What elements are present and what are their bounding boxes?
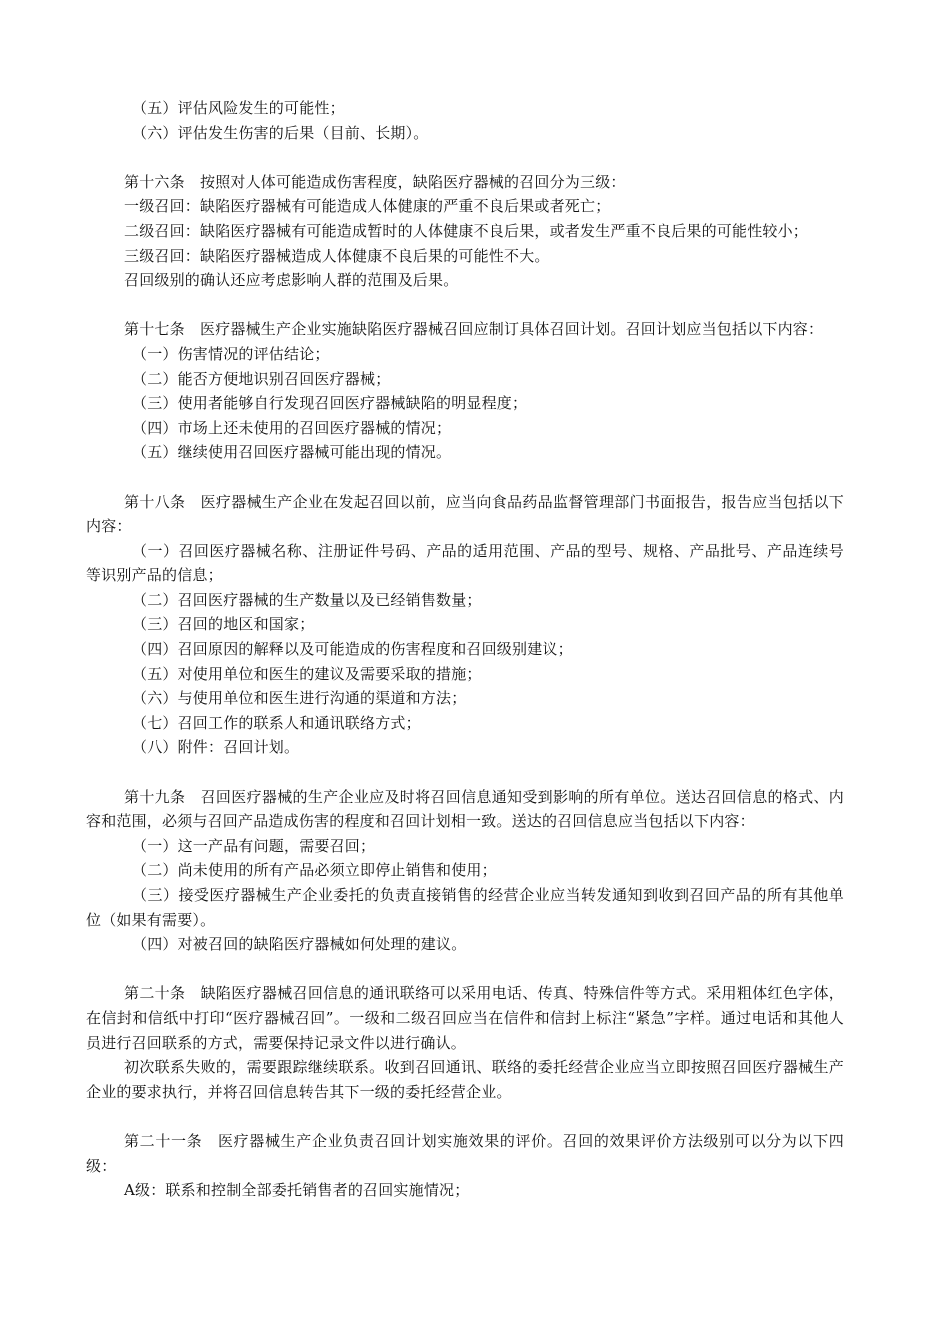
list-item: （四）对被召回的缺陷医疗器械如何处理的建议。 [132, 935, 467, 954]
list-item: （八）附件：召回计划。 [132, 738, 300, 757]
list-item: （六）评估发生伤害的后果（目前、长期）。 [132, 123, 429, 142]
paragraph-gap [86, 145, 844, 170]
list-item: （五）继续使用召回医疗器械可能出现的情况。 [132, 443, 452, 462]
recall-level-note: 召回级别的确认还应考虑影响人群的范围及后果。 [124, 271, 459, 290]
list-item: （二）能否方便地识别召回医疗器械； [132, 369, 391, 388]
list-item: （一）召回医疗器械名称、注册证件号码、产品的适用范围、产品的型号、规格、产品批号、产品连续号等识别产品的信息； [86, 541, 844, 585]
list-item: （四）市场上还未使用的召回医疗器械的情况； [132, 418, 452, 437]
article-20-paragraph-2: 初次联系失败的，需要跟踪继续联系。收到召回通讯、联络的委托经营企业应当立即按照召回医疗器械生产企业的要求执行，并将召回信息转告其下一级的委托经营企业。 [86, 1058, 844, 1101]
list-item: （五）对使用单位和医生的建议及需要采取的措施； [132, 664, 482, 683]
recall-level-3: 三级召回：缺陷医疗器械造成人体健康不良后果的可能性不大。 [124, 246, 550, 265]
paragraph-gap [86, 957, 844, 982]
evaluation-level-a: A级：联系和控制全部委托销售者的召回实施情况； [124, 1181, 470, 1200]
article-21-heading: 第二十一条 医疗器械生产企业负责召回计划实施效果的评价。召回的效果评价方法级别可以分为以下四级： [86, 1131, 844, 1175]
recall-level-1: 一级召回：缺陷医疗器械有可能造成人体健康的严重不良后果或者死亡； [124, 197, 611, 216]
list-item: （四）召回原因的解释以及可能造成的伤害程度和召回级别建议； [132, 640, 573, 659]
list-item: （三）接受医疗器械生产企业委托的负责直接销售的经营企业应当转发通知到收到召回产品的所有其他单位（如果有需要）。 [86, 886, 844, 929]
list-item: （二）尚未使用的所有产品必须立即停止销售和使用； [132, 861, 497, 880]
list-item: （七）召回工作的联系人和通讯联络方式； [132, 713, 421, 732]
article-19-heading: 第十九条 召回医疗器械的生产企业应及时将召回信息通知受到影响的所有单位。送达召回信息的格式、内容和范围，必须与召回产品造成伤害的程度和召回计划相一致。送达的召回信息应当包括以下内容： [86, 787, 844, 831]
article-20-paragraph: 第二十条 缺陷医疗器械召回信息的通讯联络可以采用电话、传真、特殊信件等方式。采用粗体红色字体，在信封和信纸中打印“医疗器械召回”。一级和二级召回应当在信件和信封上标注“紧急”字样。通过电话和其他人员进行召回联系的方式，需要保持记录文件以进行确认。 [86, 984, 844, 1052]
recall-level-2: 二级召回：缺陷医疗器械有可能造成暂时的人体健康不良后果，或者发生严重不良后果的可能性较小； [124, 221, 809, 240]
paragraph-gap [86, 760, 844, 785]
list-item: （二）召回医疗器械的生产数量以及已经销售数量； [132, 590, 482, 609]
list-item: （一）这一产品有问题，需要召回； [132, 836, 376, 855]
list-item: （三）使用者能够自行发现召回医疗器械缺陷的明显程度； [132, 394, 528, 413]
paragraph-gap [86, 1104, 844, 1129]
article-18-heading: 第十八条 医疗器械生产企业在发起召回以前，应当向食品药品监督管理部门书面报告，报告应当包括以下内容： [86, 492, 844, 536]
paragraph-gap [86, 293, 844, 318]
list-item: （五）评估风险发生的可能性； [132, 99, 345, 117]
list-item: （三）召回的地区和国家； [132, 615, 315, 634]
list-item: （六）与使用单位和医生进行沟通的渠道和方法； [132, 689, 467, 708]
article-17-heading: 第十七条 医疗器械生产企业实施缺陷医疗器械召回应制订具体召回计划。召回计划应当包括以下内容： [124, 320, 824, 339]
paragraph-gap [86, 465, 844, 490]
list-item: （一）伤害情况的评估结论； [132, 344, 330, 363]
article-16-heading: 第十六条 按照对人体可能造成伤害程度，缺陷医疗器械的召回分为三级： [124, 172, 626, 191]
